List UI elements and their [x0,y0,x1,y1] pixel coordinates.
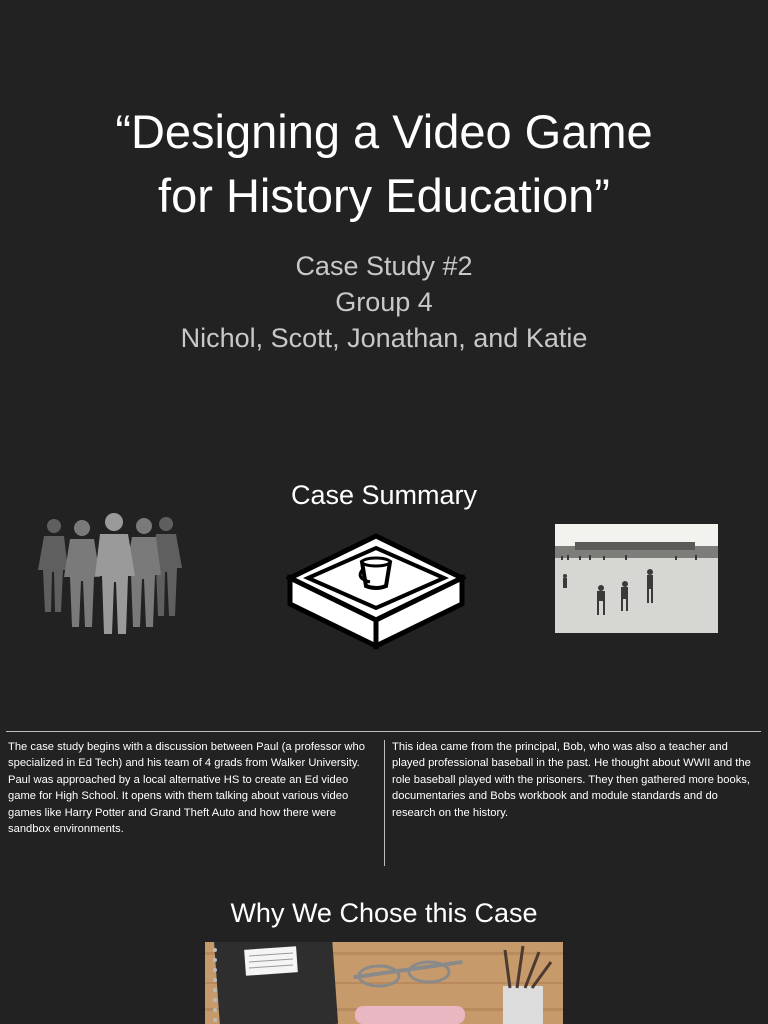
title-slide [0,0,768,460]
baseball-game-photo [555,524,718,633]
presentation-title [0,100,768,228]
people-silhouettes-icon [36,512,196,648]
horizontal-divider [6,731,761,732]
title-line-1: “Designing a Video Game [115,105,653,158]
subtitle-group: Group 4 [335,287,433,317]
summary-left-text: The case study begins with a discussion between Paul (a professor who specialized in Ed Tech) and his team of 4 grads from Walker University. Paul was approached by a local alternative HS to create an Ed video game for High School. It opens with them talking about various video games like Harry Potter and Grand Theft Auto and how there were sandbox environments. [8,741,365,836]
title-line-2: for History Education” [158,169,610,222]
column-divider [384,740,385,866]
sandbox-bucket-icon [286,532,466,652]
desk-scene-icon [205,942,563,1024]
case-summary-heading: Case Summary [290,480,478,510]
why-we-chose-heading: Why We Chose this Case [230,898,538,928]
why-we-chose-slide [0,880,768,1024]
subtitle-block [0,248,768,356]
subtitle-members: Nichol, Scott, Jonathan, and Katie [180,323,588,353]
summary-right-text: This idea came from the principal, Bob, who was also a teacher and played professional baseball in the past. He thought about WWII and the role baseball played with the prisoners. They then gathered more books, documentaries and Bobs workbook and module standards and do research on the history. [392,741,751,819]
baseball-scene-icon [555,524,718,633]
desk-notebook-photo [205,942,563,1024]
case-summary-slide [0,460,768,880]
subtitle-case-study: Case Study #2 [295,251,473,281]
